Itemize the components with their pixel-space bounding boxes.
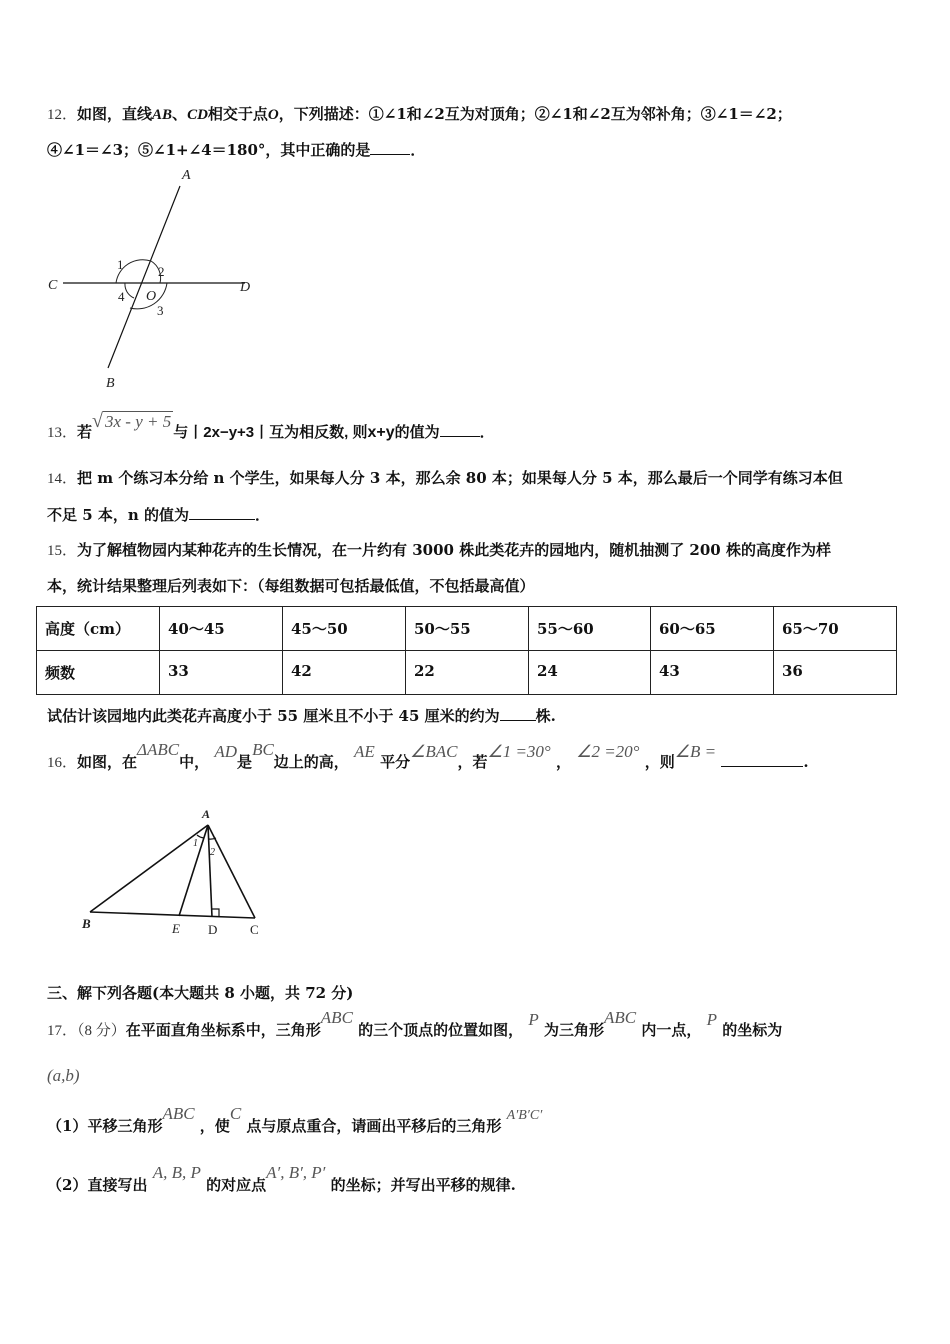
q13-answer-blank[interactable] — [440, 422, 480, 437]
table-cell: 42 — [283, 651, 406, 695]
table-cell: 36 — [774, 651, 897, 695]
table-cell: 22 — [406, 651, 529, 695]
table-cell: 40～45 — [160, 607, 283, 651]
q16-triangle-figure — [60, 795, 280, 945]
q12-line2: ④∠1＝∠3；⑤∠1+∠4＝180°，其中正确的是 ． — [47, 141, 426, 159]
table-row — [37, 651, 897, 695]
q15-question: 试估计该园地内此类花卉高度小于 55 厘米且不小于 45 厘米的约为 株. — [47, 707, 556, 725]
section3-heading: 三、解下列各题(本大题共 8 小题，共 72 分) — [47, 984, 354, 1002]
svg-text:2: 2 — [158, 264, 165, 279]
svg-text:3: 3 — [157, 303, 164, 318]
svg-text:O: O — [146, 289, 157, 304]
table-cell: 60～65 — [651, 607, 774, 651]
q16-number: 16． — [47, 755, 78, 771]
q17-points: （8 分） — [77, 1023, 126, 1039]
q14-answer-blank[interactable] — [189, 505, 255, 520]
line-ab: AB — [152, 107, 173, 123]
svg-text:1: 1 — [117, 257, 124, 272]
table-header-row — [37, 607, 897, 651]
q17-line1: 17．（8 分）在平面直角坐标系中，三角形ABC 的三个顶点的位置如图， P 为三角形ABC 内一点， P 的坐标为 — [47, 1008, 783, 1039]
q17-coordinate: (a,b) — [47, 1066, 80, 1085]
q15-line1: 15．为了解植物园内某种花卉的生长情况，在一片约有 3000 株此类花卉的园地内，随机抽测了 200 株的高度作为样 — [47, 541, 831, 559]
q17-number: 17． — [47, 1023, 78, 1039]
table-cell: 50～55 — [406, 607, 529, 651]
svg-text:1: 1 — [193, 838, 198, 849]
table-cell: 65～70 — [774, 607, 897, 651]
q17-part1: （1）平移三角形ABC ，使C 点与原点重合，请画出平移后的三角形 A′B′C′ — [47, 1104, 543, 1135]
q16-answer-blank[interactable] — [721, 752, 803, 767]
q17-part2: （2）直接写出 A, B, P 的对应点A′, B′, P′ 的坐标；并写出平移的规律. — [47, 1163, 516, 1194]
sqrt-expression: √ 3x - y + 5 — [92, 410, 172, 432]
q15-number: 15． — [47, 543, 78, 559]
svg-text:B: B — [106, 376, 115, 391]
q13-number: 13． — [47, 425, 78, 441]
svg-text:C: C — [250, 922, 259, 937]
line-cd: CD — [187, 107, 208, 123]
frequency-table — [36, 606, 897, 695]
svg-text:C: C — [48, 278, 58, 293]
table-cell: 33 — [160, 651, 283, 695]
q13-line: 13．若√ 3x - y + 5与丨2x−y+3丨互为相反数, 则x+y的值为 ． — [47, 410, 495, 441]
q16-line: 16．如图，在ΔABC中， AD是BC边上的高， AE 平分∠BAC，若∠1 =30° ， ∠2 =20° ，则∠B = . — [47, 740, 809, 771]
q12-figure-intersecting-lines — [40, 165, 270, 395]
q12-number: 12． — [47, 107, 78, 123]
svg-text:D: D — [240, 280, 251, 295]
q14-line1: 14．把 m 个练习本分给 n 个学生，如果每人分 3 本，那么余 80 本；如果每人分 5 本，那么最后一个同学有练习本但 — [47, 469, 843, 487]
svg-text:A: A — [182, 168, 191, 183]
svg-text:2: 2 — [210, 847, 215, 858]
table-cell: 55～60 — [529, 607, 651, 651]
table-cell: 43 — [651, 651, 774, 695]
svg-text:4: 4 — [118, 289, 125, 304]
q14-line2: 不足 5 本，n 的值为 ． — [47, 506, 271, 524]
table-cell: 频数 — [37, 651, 160, 695]
q12-answer-blank[interactable] — [370, 140, 410, 155]
abs-expression: 2x−y+3 — [203, 424, 255, 441]
q14-number: 14． — [47, 471, 78, 487]
svg-text:A: A — [202, 807, 211, 821]
q15-line2: 本，统计结果整理后列表如下：（每组数据可包括最低值，不包括最高值） — [47, 577, 535, 595]
table-cell: 24 — [529, 651, 651, 695]
point-o: O — [267, 107, 279, 123]
svg-text:E: E — [172, 921, 180, 936]
svg-text:D: D — [208, 922, 218, 937]
radical-sign-icon: √ — [92, 410, 104, 432]
table-cell: 45～50 — [283, 607, 406, 651]
q12-line1: 12．如图，直线AB、CD相交于点O，下列描述：①∠1和∠2互为对顶角；②∠1和∠2互为邻补角；③∠1＝∠2； — [47, 105, 792, 123]
svg-text:B: B — [82, 916, 91, 931]
table-cell: 高度（cm） — [37, 607, 160, 651]
q15-answer-blank[interactable] — [500, 706, 536, 721]
